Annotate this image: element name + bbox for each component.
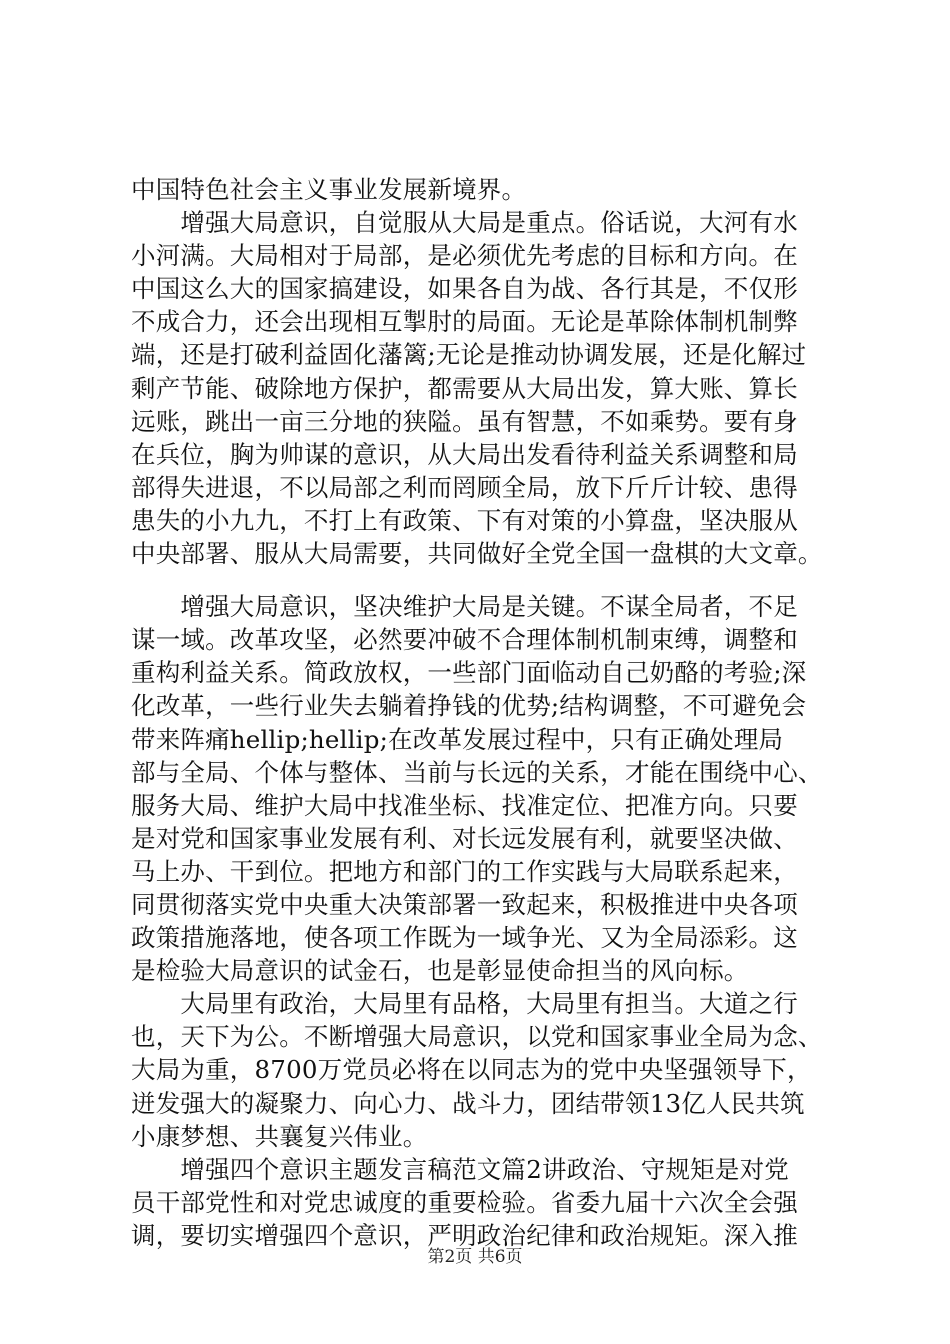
text-line: 在兵位，胸为帅谋的意识，从大局出发看待利益关系调整和局	[131, 439, 798, 469]
text-line: 大局里有政治，大局里有品格，大局里有担当。大道之行	[131, 989, 798, 1019]
text-line: 服务大局、维护大局中找准坐标、找准定位、把准方向。只要	[131, 790, 798, 820]
text-line: 大局为重，8700万党员必将在以同志为的党中央坚强领导下，	[131, 1055, 812, 1085]
page-footer: 第2页 共6页	[427, 1247, 523, 1267]
text-line: 员干部党性和对党忠诚度的重要检验。省委九届十六次全会强	[131, 1187, 798, 1217]
text-line: 剩产节能、破除地方保护，都需要从大局出发，算大账、算长	[131, 373, 798, 403]
text-line: 带来阵痛hellip;hellip;在改革发展过程中，只有正确处理局	[131, 724, 784, 754]
text-line: 也，天下为公。不断增强大局意识，以党和国家事业全局为念、	[131, 1022, 823, 1052]
text-line: 中央部署、服从大局需要，共同做好全党全国一盘棋的大文章。	[131, 539, 823, 569]
text-line: 增强大局意识，自觉服从大局是重点。俗话说，大河有水	[131, 208, 798, 238]
document-body	[131, 173, 831, 1252]
text-line: 谋一域。改革攻坚，必然要冲破不合理体制机制束缚，调整和	[131, 625, 798, 655]
text-line: 增强大局意识，坚决维护大局是关键。不谋全局者，不足	[131, 592, 798, 622]
text-line: 部与全局、个体与整体、当前与长远的关系，才能在围绕中心、	[131, 757, 823, 787]
text-line: 迸发强大的凝聚力、向心力、战斗力，团结带领13亿人民共筑	[131, 1088, 805, 1118]
text-line: 端，还是打破利益固化藩篱;无论是推动协调发展，还是化解过	[131, 340, 807, 370]
text-line: 部得失进退，不以局部之利而罔顾全局，放下斤斤计较、患得	[131, 472, 798, 502]
text-line: 不成合力，还会出现相互掣肘的局面。无论是革除体制机制弊	[131, 307, 798, 337]
text-line: 小河满。大局相对于局部，是必须优先考虑的目标和方向。在	[131, 241, 798, 271]
text-line: 增强四个意识主题发言稿范文篇2讲政治、守规矩是对党	[131, 1154, 789, 1184]
text-line: 中国这么大的国家搞建设，如果各自为战、各行其是，不仅形	[131, 274, 798, 304]
text-line: 患失的小九九，不打上有政策、下有对策的小算盘，坚决服从	[131, 505, 798, 535]
text-line: 是对党和国家事业发展有利、对长远发展有利，就要坚决做、	[131, 823, 798, 853]
text-line: 重构利益关系。简政放权，一些部门面临动自己奶酪的考验;深	[131, 658, 807, 688]
text-line: 小康梦想、共襄复兴伟业。	[131, 1121, 428, 1151]
text-line: 马上办、干到位。把地方和部门的工作实践与大局联系起来，	[131, 856, 798, 886]
text-line: 政策措施落地，使各项工作既为一域争光、又为全局添彩。这	[131, 923, 798, 953]
text-line: 调，要切实增强四个意识，严明政治纪律和政治规矩。深入推	[131, 1220, 798, 1250]
text-line: 化改革，一些行业失去躺着挣钱的优势;结构调整，不可避免会	[131, 691, 807, 721]
text-line: 是检验大局意识的试金石，也是彰显使命担当的风向标。	[131, 956, 749, 986]
paragraph-gap	[131, 570, 831, 590]
text-line: 中国特色社会主义事业发展新境界。	[131, 175, 527, 204]
text-line: 同贯彻落实党中央重大决策部署一致起来，积极推进中央各项	[131, 889, 798, 919]
text-line: 远账，跳出一亩三分地的狭隘。虽有智慧，不如乘势。要有身	[131, 406, 798, 436]
